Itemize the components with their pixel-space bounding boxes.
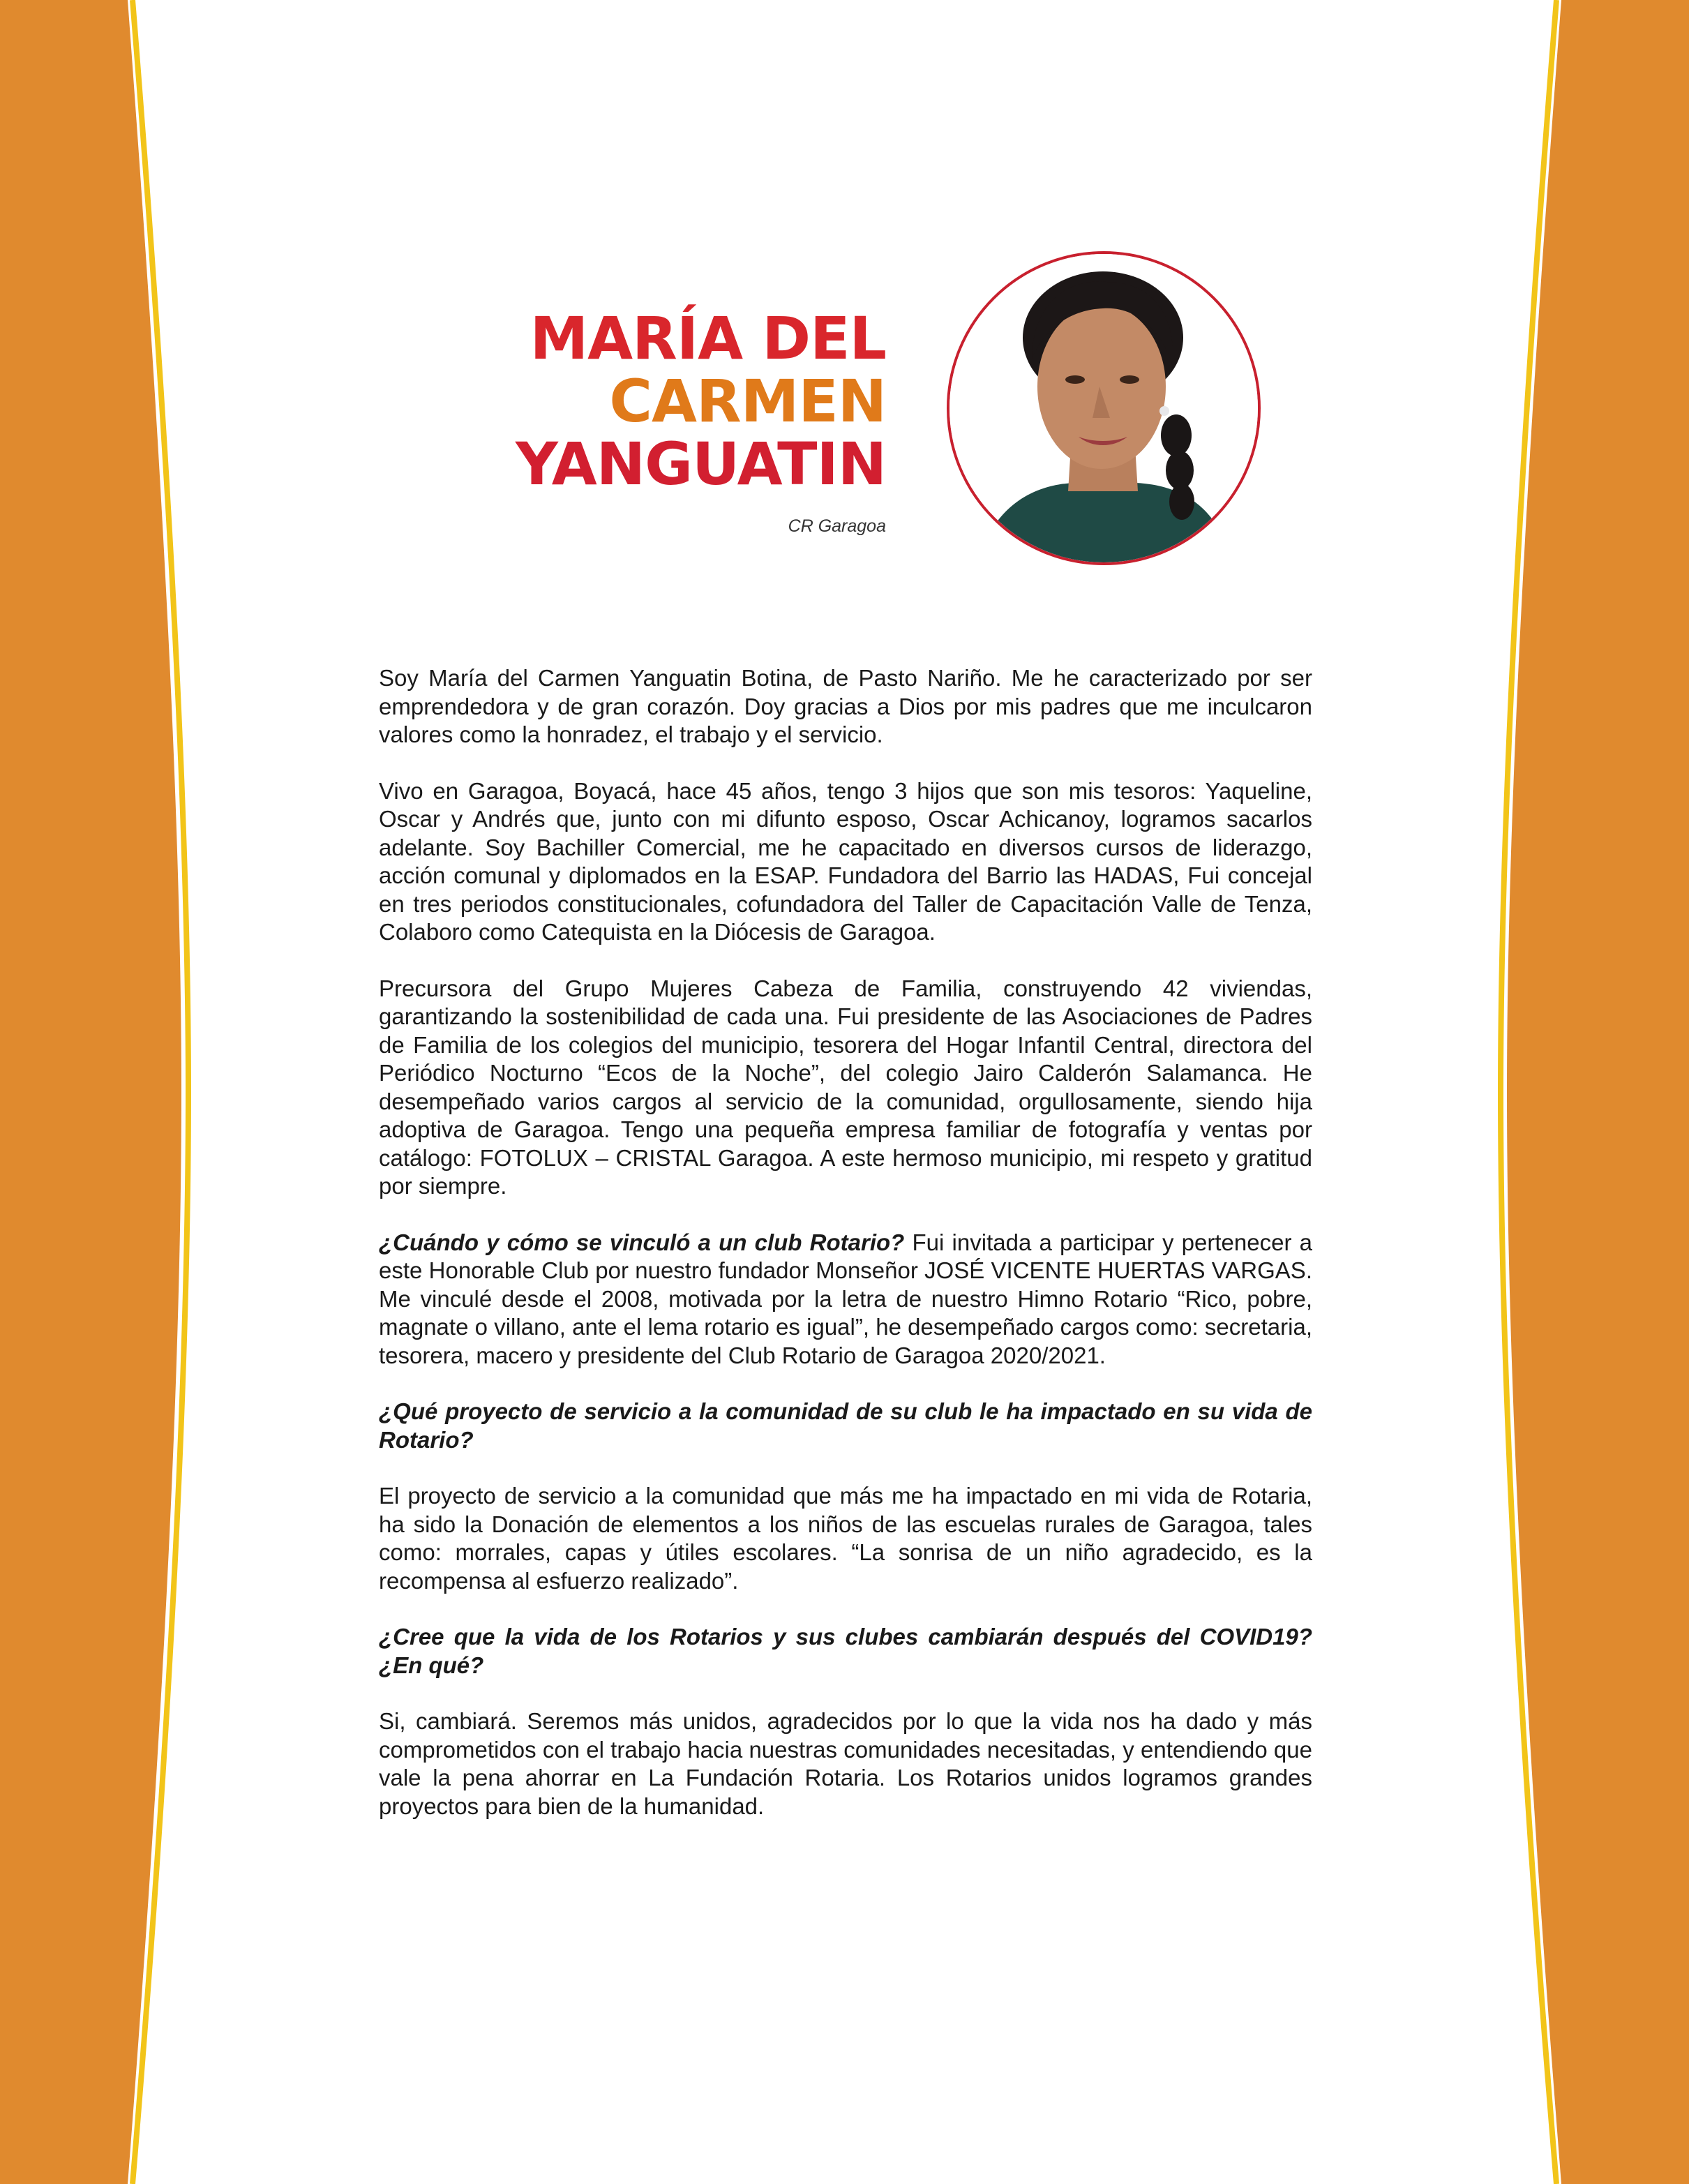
article-body [379, 664, 1312, 1848]
name-line-1: MARÍA DEL [530, 304, 886, 373]
answer-2: El proyecto de servicio a la comunidad que más me ha impactado en mi vida de Rotaria, ha sido la Donación de elementos a los niños de las escuelas rurales de Garagoa, tales como: morrales, capas y útiles escolares. “La sonrisa de un niño agradecido, es la recompensa al esfuerzo realizado”. [379, 1483, 1312, 1594]
name-line-3: YANGUATIN [515, 430, 886, 498]
answer-3: Si, cambiará. Seremos más unidos, agradecidos por lo que la vida nos ha dado y más comprometidos con el trabajo hacia nuestras comunidades necesitadas, y entendiendo que vale la pena ahorrar en La Fundación Rotaria. Los Rotarios unidos logramos grandes proyectos para bien de la humanidad. [379, 1708, 1312, 1819]
question-2: ¿Qué proyecto de servicio a la comunidad de su club le ha impactado en su vida de Rotario? [379, 1398, 1312, 1453]
answer-1: Fui invitada a participar y pertenecer a este Honorable Club por nuestro fundador Monseñor JOSÉ VICENTE HUERTAS VARGAS. Me vinculé desde el 2008, motivada por la letra de nuestro Himno Rotario “Rico, pobre, magnate o villano, ante el lema rotario es igual”, he desempeñado cargos como: secretaria, tesorera, macero y presidente del Club Rotario de Garagoa 2020/2021. [379, 1229, 1312, 1368]
person-name-title [474, 304, 886, 498]
portrait-photo [947, 251, 1261, 565]
question-1: ¿Cuándo y cómo se vinculó a un club Rotario? [379, 1229, 905, 1255]
paragraph-family: Vivo en Garagoa, Boyacá, hace 45 años, tengo 3 hijos que son mis tesoros: Yaqueline, Oscar y Andrés que, junto con mi difunto esposo, Oscar Achicanoy, logramos sacarlos adelante. Soy Bachiller Comercial, me he capacitado en diversos cursos de liderazgo, acción comunal y diplomados en la ESAP. Fundadora del Barrio las HADAS, Fui concejal en tres periodos constitucionales, cofundadora del Taller de Capacitación Valle de Tenza, Colaboro como Catequista en la Diócesis de Garagoa. [379, 777, 1312, 945]
name-line-2: CARMEN [609, 367, 886, 435]
paragraph-intro: Soy María del Carmen Yanguatin Botina, de Pasto Nariño. Me he caracterizado por ser emprendedora y de gran corazón. Doy gracias a Dios por mis padres que me inculcaron valores como la honradez, el trabajo y el servicio. [379, 665, 1312, 747]
qa-club-joining [379, 1229, 1312, 1370]
club-label: CR Garagoa [788, 516, 886, 536]
question-3: ¿Cree que la vida de los Rotarios y sus clubes cambiarán después del COVID19? ¿En qué? [379, 1624, 1312, 1678]
paragraph-service: Precursora del Grupo Mujeres Cabeza de Familia, construyendo 42 viviendas, garantizando la sostenibilidad de cada una. Fui presidente de las Asociaciones de Padres de Familia de los colegios del municipio, tesorera del Hogar Infantil Central, directora del Periódico Nocturno “Ecos de la Noche”, del colegio Jairo Calderón Salamanca. He desempeñado varios cargos al servicio de la comunidad, orgullosamente, siendo hija adoptiva de Garagoa. Tengo una pequeña empresa familiar de fotografía y ventas por catálogo: FOTOLUX – CRISTAL Garagoa. A este hermoso municipio, mi respeto y gratitud por siempre. [379, 975, 1312, 1199]
